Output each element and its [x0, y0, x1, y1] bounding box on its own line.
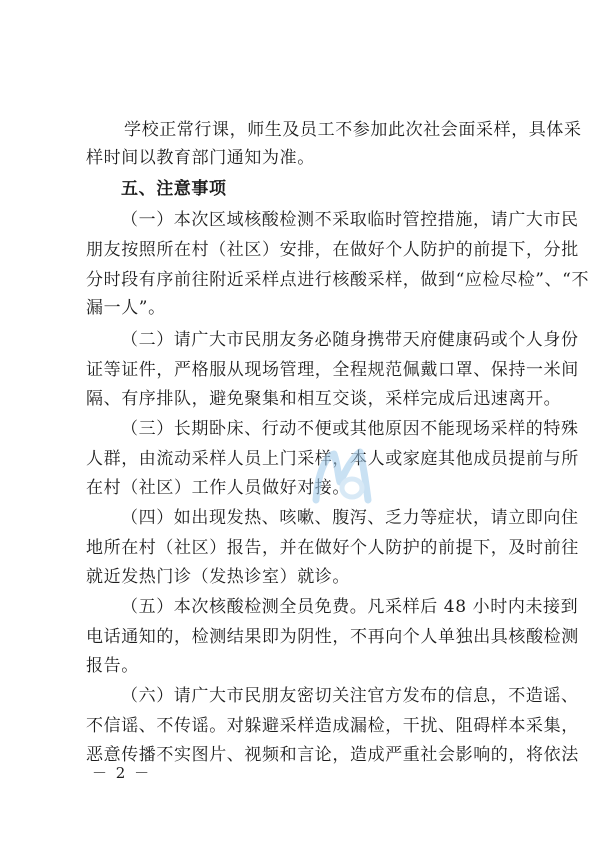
- paragraph-line: 证等证件，严格服从现场管理，全程规范佩戴口罩、保持一米间: [86, 360, 579, 380]
- paragraph-line: （一）本次区域核酸检测不采取临时管控措施，请广大市民: [121, 210, 579, 230]
- paragraph-line: 隔、有序排队，避免聚集和相互交谈，采样完成后迅速离开。: [86, 389, 562, 409]
- watermark-logo: [308, 442, 378, 512]
- paragraph-line: 地所在村（社区）报告，并在做好个人防护的前提下，及时前往: [86, 538, 579, 558]
- page-number: － 2 －: [92, 764, 152, 782]
- paragraph-line: 报告。: [86, 656, 139, 676]
- paragraph-line: 在村（社区）工作人员做好对接。: [86, 478, 350, 498]
- paragraph-line: 样时间以教育部门通知为准。: [86, 148, 315, 168]
- paragraph-line: （二）请广大市民朋友务必随身携带天府健康码或个人身份: [121, 330, 579, 350]
- section-heading: 五、注意事项: [121, 179, 227, 199]
- paragraph-line: 学校正常行课，师生及员工不参加此次社会面采样，具体采: [124, 120, 582, 140]
- paragraph-line: 不信谣、不传谣。对躲避采样造成漏检，干扰、阻碍样本采集，: [86, 716, 579, 736]
- paragraph-line: （三）长期卧床、行动不便或其他原因不能现场采样的特殊: [121, 419, 579, 439]
- paragraph-line: 朋友按照所在村（社区）安排，在做好个人防护的前提下，分批: [86, 240, 579, 260]
- paragraph-line: 漏一人”。: [86, 298, 166, 318]
- paragraph-line: 分时段有序前往附近采样点进行核酸采样，做到“应检尽检”、“不: [86, 270, 590, 290]
- paragraph-line: 就近发热门诊（发热诊室）就诊。: [86, 567, 350, 587]
- paragraph-line: （四）如出现发热、咳嗽、腹泻、乏力等症状，请立即向住: [121, 508, 579, 528]
- paragraph-line: 恶意传播不实图片、视频和言论，造成严重社会影响的，将依法: [86, 745, 579, 765]
- paragraph-line: （六）请广大市民朋友密切关注官方发布的信息，不造谣、: [121, 686, 579, 706]
- paragraph-line: 人群，由流动采样人员上门采样，本人或家庭其他成员提前与所: [86, 449, 579, 469]
- paragraph-line: （五）本次核酸检测全员免费。凡采样后 48 小时内未接到: [121, 597, 579, 617]
- paragraph-line: 电话通知的，检测结果即为阴性，不再向个人单独出具核酸检测: [86, 627, 579, 647]
